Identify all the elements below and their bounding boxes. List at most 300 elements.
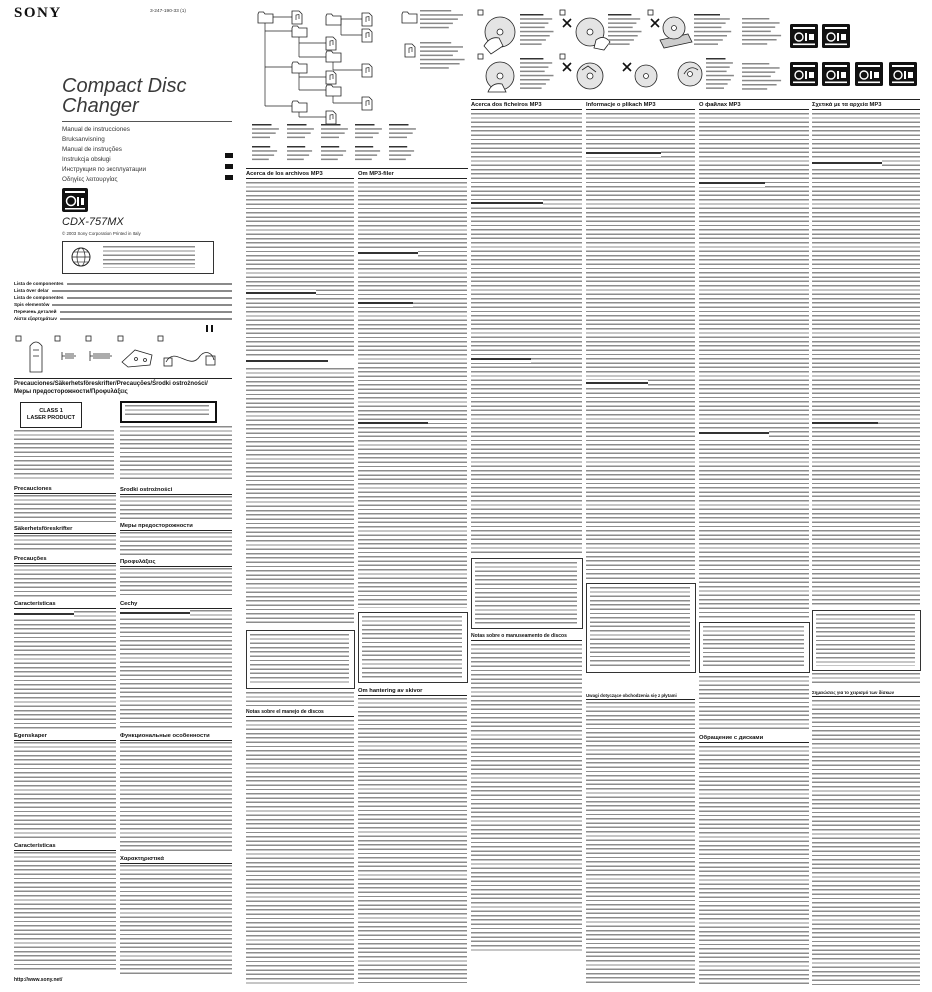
album-label-line [252,159,269,161]
bracket-hole [135,358,138,361]
body-text-block [590,587,690,668]
logo-shape [841,34,846,40]
heading-mp3-ru: О файлах MP3 [699,102,809,110]
figure-caption-line [520,87,542,89]
figure-caption-line [520,14,543,16]
language-tab-marker [225,153,233,158]
album-label-line [252,137,270,139]
heading-features-pt: Características [14,843,116,851]
album-label-line [389,137,407,139]
heading-features-sv: Egenskaper [14,733,116,741]
figure-caption-line [706,66,730,68]
body-text-block [358,182,467,608]
logo-shape [825,65,847,67]
logo-shape [805,33,807,41]
manual-language-spanish: Manual de instrucciones [62,126,130,133]
format-caption-line [742,88,767,90]
precautions-banner-line1: Precauciones/Säkerhetsföreskrifter/Precauções/Środki ostrożności/ [14,381,208,387]
parts-list-text [67,297,233,299]
parts-list-text [52,290,232,292]
disc-handling-illustrations [476,8,788,98]
bold-subheading-line [120,610,190,617]
album-label-line [389,128,416,130]
logo-shape [904,71,906,79]
album-label-line [287,124,307,126]
logo-shape [809,72,814,78]
album-label-line [287,154,309,156]
figure-caption-line [520,39,546,41]
body-text-block [246,368,354,626]
sony-website-url: http://www.sony.net/ [14,977,63,983]
format-caption-line [742,39,777,41]
figure-caption-line [694,27,721,29]
part-number-box [16,336,21,341]
heading-mp3-sv: Om MP3-filer [358,171,467,179]
compact-disc-format-logo [889,62,917,86]
figure-number-box [478,54,483,59]
screw-icon [62,352,76,360]
column-rule [471,99,920,100]
album-label-line [321,128,348,130]
model-number: CDX-757MX [62,216,124,228]
format-caption-line [742,76,771,78]
x-mark-icon [623,63,631,71]
logo-shape [825,82,847,84]
body-text-block [703,626,804,668]
album-label-line [321,124,341,126]
legend-caption-line [420,55,453,57]
cable-icon [166,353,214,362]
figure-caption-line [520,66,548,68]
manual-language-swedish: Bruksanvisning [62,136,105,143]
heading-mp3-gr: Σχετικά με τα αρχεία MP3 [812,102,920,110]
copyright-notice: © 2003 Sony Corporation Printed in Italy [62,231,141,236]
logo-shape [858,65,880,67]
figure-number-box [560,54,565,59]
legend-caption-line [420,23,453,25]
legend-file-icon [405,44,415,57]
logo-shape [908,72,913,78]
body-text-block [14,430,114,480]
heading-features-es: Características [14,601,116,609]
parts-list-text [67,283,233,285]
album-label-line [321,146,339,148]
compact-disc-format-logo [790,24,818,48]
parts-list-text [52,304,232,306]
heading-discs-es: Notas sobre el manejo de discos [246,709,354,717]
format-caption-line [742,71,775,73]
figure-caption-line [608,18,640,20]
album-label-line [287,150,312,152]
bold-subheading-line [246,358,328,365]
parts-list-row [14,281,232,287]
bold-subheading-line [471,356,531,363]
album-label-line [389,146,407,148]
album-label-line [321,159,338,161]
album-label-line [252,124,272,126]
body-text-block [362,616,462,678]
album-label-line [355,159,372,161]
figure-caption-line [706,75,734,77]
body-text-block [586,113,695,580]
figure-caption-line [520,58,543,60]
legend-caption-line [420,59,465,61]
disc-hole [497,29,503,35]
compact-disc-format-logo [855,62,883,86]
album-label-line [287,132,311,134]
album-label-line [389,132,413,134]
root-folder-icon [258,12,273,23]
folder-icon [326,51,341,62]
figure-caption-line [694,22,726,24]
language-tab-marker [225,175,233,180]
figure-caption-line [608,31,642,33]
logo-shape [793,65,815,67]
laser-product-text: LASER PRODUCT [26,415,76,421]
manual-language-polish: Instrukcja obsługi [62,156,111,163]
legend-folder-icon [402,12,417,23]
part-number: 3-247-190-33 (1) [150,9,186,14]
heading-features-ru: Функциональные особенности [120,733,232,741]
bold-subheading-line [358,250,418,257]
disc-hole [644,74,649,79]
figure-caption-line [520,18,552,20]
album-label-line [355,150,380,152]
legend-caption-line [420,67,449,69]
disc-format-logos [788,20,922,90]
body-text-block [14,742,116,840]
body-text-block [358,698,467,986]
heading-mp3-pl: Informacje o plikach MP3 [586,102,695,110]
album-label-line [355,146,373,148]
body-text-block [471,644,582,952]
album-label-line [389,124,409,126]
compact-disc-format-logo [790,62,818,86]
parts-list-row [14,302,232,308]
precautions-banner-line2: Меры предосторожности/Προφυλάξεις [14,389,128,395]
folder-icon [326,85,341,96]
figure-caption-line [694,31,731,33]
format-caption-line [742,18,769,20]
body-text-block [812,113,920,605]
heading-precautions-ru: Меры предосторожности [120,523,232,531]
figure-number-box [648,10,653,15]
mp3-file-icon [326,37,336,50]
parts-list-heading-es: Lista de componentes [14,281,64,286]
album-label-line [287,137,305,139]
legend-caption-line [420,18,458,20]
body-text-block [103,246,195,268]
bold-subheading-line [699,180,765,187]
mp3-file-icon [362,29,372,42]
format-caption-line [742,43,767,45]
folder-icon [326,14,341,25]
album-label-line [389,154,411,156]
album-label-line [252,146,270,148]
figure-caption-line [520,22,548,24]
heading-discs-ru: Обращение с дисками [699,735,809,743]
logo-shape [793,44,815,46]
body-text-block [120,568,232,598]
heading-discs-gr: Σημειώσεις για το χειρισμό των δίσκων [812,689,920,697]
binding-mark [211,325,213,332]
folder-icon [292,26,307,37]
legend-caption-line [420,42,451,44]
bold-subheading-line [812,160,882,167]
body-text-block [120,742,232,853]
tree-connector-lines [265,17,362,117]
mp3-file-icon [362,97,372,110]
manual-language-russian: Инструкция по эксплуатации [62,166,146,173]
album-label-line [252,150,277,152]
mp3-file-icon [362,13,372,26]
folder-icon [292,62,307,73]
heading-features-pl: Cechy [120,601,232,609]
bold-subheading-line [358,300,413,307]
album-label-line [252,132,276,134]
logo-shape [809,34,814,40]
bold-subheading-line [699,430,769,437]
body-text-block [246,720,354,986]
figure-caption-line [520,75,554,77]
compact-disc-format-logo [822,24,850,48]
album-label-line [355,128,382,130]
figure-caption-line [520,35,550,37]
logo-shape [892,82,914,84]
bold-subheading-line [246,290,316,297]
figure-caption-line [694,35,727,37]
body-text-block [120,426,232,480]
legend-caption-line [420,63,460,65]
figure-caption-line [694,18,730,20]
figure-caption-line [520,31,554,33]
bold-subheading-line [471,200,543,207]
mp3-file-icon [362,64,372,77]
figure-number-box [478,10,483,15]
logo-shape [837,71,839,79]
mp3-folder-tree-diagram [250,6,472,168]
hand-icon [484,38,503,54]
body-text-block [812,700,920,986]
body-text-block [14,535,116,552]
body-text-block [250,634,349,684]
product-title-line1: Compact Disc [62,75,187,97]
body-text-block [14,611,116,730]
part-number-box [55,336,60,341]
body-text-block [471,113,582,555]
folder-icon [292,101,307,112]
x-mark-icon [651,19,659,27]
language-tab-marker [225,164,233,169]
album-label-line [287,159,304,161]
body-text-block [120,610,232,730]
body-text-block [120,496,232,520]
section-divider [14,378,232,379]
heading-discs-sv: Om hantering av skivor [358,688,467,696]
compact-disc-format-logo [822,62,850,86]
figure-caption-line [520,71,545,73]
mp3-file-icon [326,71,336,84]
disc-hole [497,73,503,79]
parts-list-text [60,318,232,320]
body-text-block [14,565,116,598]
figure-caption-line [694,43,718,45]
format-caption-line [742,84,777,86]
body-text-block [246,692,354,706]
logo-shape [837,33,839,41]
legend-caption-line [420,14,463,16]
product-title-line2: Changer [62,95,139,117]
legend-caption-line [420,46,463,48]
format-caption-line [742,63,769,65]
body-text-block [120,532,232,556]
album-label-line [287,146,305,148]
body-text-block [699,676,809,730]
screw-icon [90,351,112,361]
connector-icon [206,356,215,365]
body-text-block [699,113,809,618]
body-text-block [14,852,116,970]
heading-precautions-pl: Środki ostrożności [120,487,232,495]
part-number-box [158,336,163,341]
parts-list-row [14,309,232,315]
format-caption-line [742,80,781,82]
logo-shape [841,72,846,78]
heading-discs-pl: Uwagi dotyczące obchodzenia się z płytami [586,692,695,700]
title-divider [62,121,232,122]
disc-hole [587,73,593,79]
mp3-file-icon [326,111,336,124]
bold-subheading-line [586,150,661,157]
compact-disc-logo [62,188,88,212]
bold-subheading-line [812,420,878,427]
bold-subheading-line [586,380,648,387]
figure-caption-line [520,79,550,81]
legend-caption-line [420,50,458,52]
mp3-file-icon [292,11,302,24]
logo-shape [825,27,847,29]
heading-precautions-sv: Säkerhetsföreskrifter [14,526,116,534]
heading-discs-pt: Notas sobre o manuseamento de discos [471,633,582,641]
figure-number-box [560,10,565,15]
format-caption-line [742,35,781,37]
x-mark-icon [563,19,571,27]
logo-shape [805,71,807,79]
figure-caption-line [608,22,636,24]
legend-caption-line [420,10,451,12]
parts-list-heading-ru: Перечень деталей [14,309,57,314]
logo-shape [793,27,815,29]
legend-caption-line [420,27,449,29]
manual-language-greek: Οδηγίες λειτουργίας [62,176,118,183]
figure-caption-line [694,39,723,41]
mounting-bracket-icon [30,342,42,372]
album-label-line [321,137,339,139]
logo-shape [870,71,872,79]
body-text-block [125,405,209,416]
figure-caption-line [706,62,733,64]
body-text-block [14,495,116,522]
parts-list-text [60,311,232,313]
brand-logo: SONY [14,5,62,21]
manual-language-portuguese: Manual de instruções [62,146,122,153]
album-label-line [321,154,343,156]
laser-class-text: CLASS 1 [39,408,63,414]
album-label-line [389,159,406,161]
disc-hole [587,29,593,35]
bracket-hole [144,359,147,362]
heading-mp3-pt: Acerca dos ficheiros MP3 [471,102,582,110]
figure-caption-line [520,27,545,29]
figure-caption-line [608,43,630,45]
format-caption-line [742,26,775,28]
album-label-line [355,154,377,156]
format-caption-line [742,22,780,24]
album-label-line [252,128,279,130]
figure-caption-line [706,71,727,73]
album-label-line [252,154,274,156]
heading-precautions-gr: Προφυλάξεις [120,559,232,567]
hand-icon [594,37,610,50]
heading-precautions-pt: Precauções [14,556,116,564]
class1-laser-label [20,402,82,428]
body-text-block [475,562,577,624]
x-mark-icon [563,63,571,71]
bold-subheading-line [14,611,74,618]
body-text-block [120,865,232,976]
bold-subheading-line [358,420,428,427]
logo-shape [793,82,815,84]
figure-caption-line [694,14,720,16]
figure-caption-line [608,27,633,29]
disc-hole [688,72,693,77]
album-label-line [287,128,314,130]
supplied-parts-illustration [14,332,232,376]
parts-list-heading-pt: Lista de componentes [14,295,64,300]
figure-caption-line [520,62,552,64]
body-text-block [699,746,809,986]
parts-list-row [14,316,232,322]
parts-list-row [14,288,232,294]
body-text-block [812,673,920,685]
logo-shape [892,65,914,67]
body-text-block [246,182,354,358]
figure-caption-line [706,87,724,89]
parts-list-row [14,295,232,301]
logo-shape [874,72,879,78]
disc-hole [672,26,677,31]
heading-precautions-es: Precauciones [14,486,116,494]
column-rule [246,168,468,169]
globe-icon [70,246,92,268]
format-caption-line [742,31,771,32]
album-label-line [355,124,375,126]
album-label-line [355,137,373,139]
logo-shape [858,82,880,84]
album-label-line [355,132,379,134]
album-label-line [321,132,345,134]
album-label-line [389,150,414,152]
format-caption-line [742,67,780,69]
figure-caption-line [706,58,726,60]
figure-caption-line [706,79,731,81]
heading-mp3-es: Acerca de los archivos MP3 [246,171,354,179]
parts-list-heading-gr: Λίστα εξαρτημάτων [14,316,57,321]
figure-caption-line [520,43,542,45]
figure-caption-line [706,83,728,85]
figure-caption-line [520,83,546,85]
heading-features-gr: Χαρακτηριστικά [120,856,232,864]
